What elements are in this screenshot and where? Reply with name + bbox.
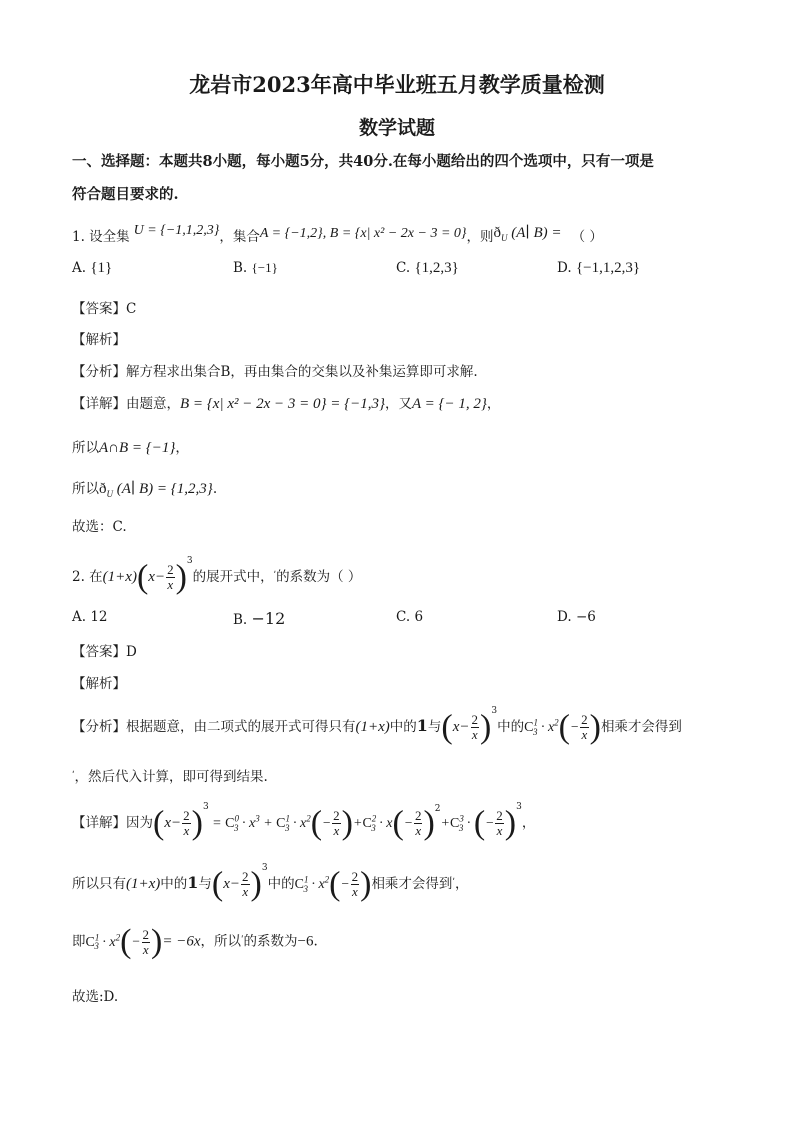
q1-option-b: B. {−1} xyxy=(233,260,278,276)
q2-option-d: D. −6 xyxy=(557,609,596,625)
q2-option-a: A. 12 xyxy=(72,609,108,625)
q1-answer: 【答案】C xyxy=(72,301,137,317)
q1-fenxi: 【分析】解方程求出集合B，再由集合的交集以及补集运算即可求解. xyxy=(72,364,478,380)
q1-expr: $ð_U$ (A∣ B) = xyxy=(493,225,562,243)
q1-option-d: D. {−1,1,2,3} xyxy=(557,260,641,276)
q2-ji: 即$C^1_3 \cdot x^2(-$ $\frac{2}{x}$ )= −6x，所以$^ʹ$的系数为−6. xyxy=(72,923,318,960)
q2-choice: 故选:D. xyxy=(72,989,119,1005)
q2-fenxi: 【分析】根据题意，由二项式的展开式可得只有(1+x)中的1与(x− $\frac{2}{x}$ )$^3$中的$C^1_3 \cdot x^2(-$ $\frac{2}{x}$ )相乘才会得到 xyxy=(72,706,682,746)
question-2-stem: 2. 在(1+x)(x− $\frac{2}{x}$ )$^3$的展开式中，$^ʹ$的系数为（ ） xyxy=(72,556,362,596)
q1-xiangjie: 【详解】由题意，B = {x| x² − 2x − 3 = 0} = {−1,3}，又A = {− 1, 2}， xyxy=(72,396,501,412)
q1-sets-ab: A = {−1,2}, B = {x| x² − 2x − 3 = 0} xyxy=(259,226,467,241)
q2-fenxi-line2: $^ʹ$，然后代入计算，即可得到结果. xyxy=(72,769,268,785)
question-1-stem xyxy=(72,225,603,247)
q1-choice: 故选：C. xyxy=(72,519,127,535)
q1-option-a: A. {1} xyxy=(72,260,113,276)
q1-lead: 1. 设全集 xyxy=(72,229,130,245)
q2-jiexi: 【解析】 xyxy=(72,676,126,692)
q2-option-b: B. −12 xyxy=(233,609,286,628)
q1-tail: ，则 xyxy=(466,229,494,245)
q1-mid: ，集合 xyxy=(219,229,260,245)
q2-xiangjie: 【详解】因为(x− $\frac{2}{x}$ )$^3 = C^0_3 \cdot x^3 + C^1_3 \cdot x^2(-$ $\frac{2}{x}$ )$+C^2_3 \cdot x(-$ $\frac{2}{x}$ )$^2+C^3_3$ · (− $\frac{2}{x}$ )$^3$， xyxy=(72,802,536,842)
q2-option-c: C. 6 xyxy=(396,609,424,625)
q1-paren: （ ） xyxy=(571,229,603,245)
q1-option-c: C. {1,2,3} xyxy=(396,260,459,276)
q2-suoyi: 所以只有(1+x)中的1与(x− $\frac{2}{x}$ )$^3$中的$C^1_3 \cdot x^2(-$ $\frac{2}{x}$ )相乘才会得到$^ʹ$， xyxy=(72,863,469,903)
q1-suoyi-2: 所以$ð_U$ (A∣ B) = {1,2,3}. xyxy=(72,481,218,499)
q1-set-u: U = {−1,1,2,3} xyxy=(133,223,220,238)
q2-answer: 【答案】D xyxy=(72,644,137,660)
q1-jiexi: 【解析】 xyxy=(72,332,126,348)
page-title: 龙岩市2023年高中毕业班五月教学质量检测 xyxy=(189,72,605,97)
section-heading-line1: 一、选择题：本题共8小题，每小题5分，共40分.在每小题给出的四个选项中，只有一项是 xyxy=(72,153,654,170)
page-subtitle: 数学试题 xyxy=(358,117,435,139)
q1-suoyi-1: 所以A∩B = {−1}， xyxy=(72,440,189,456)
section-heading-line2: 符合题目要求的. xyxy=(72,186,179,203)
